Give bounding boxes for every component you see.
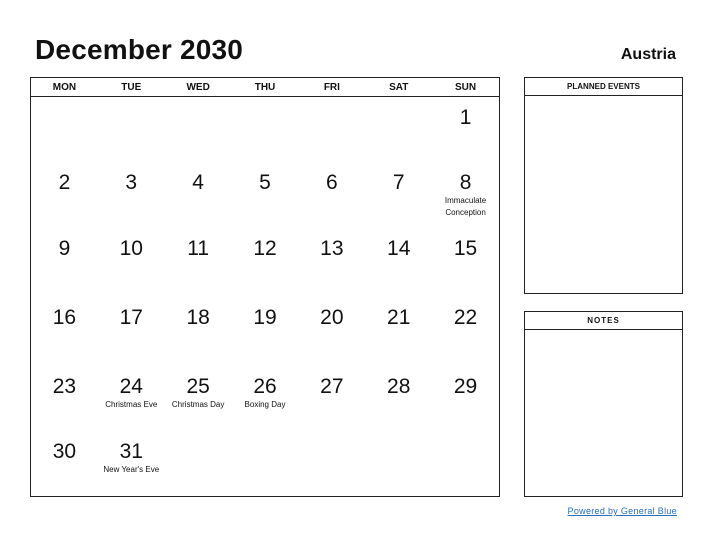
weekday-fri: FRI: [323, 82, 340, 93]
day-number: 12: [253, 237, 277, 260]
weekday-thu: THU: [254, 82, 276, 93]
day-cell: [232, 431, 299, 486]
day-number: 14: [387, 237, 411, 260]
notes-title: NOTES: [525, 312, 682, 330]
day-number: 9: [58, 237, 71, 260]
page-title: December 2030: [35, 34, 244, 65]
day-cell: [432, 228, 499, 297]
day-number: 26: [253, 375, 277, 398]
day-cell: [298, 162, 365, 228]
holiday-label: New Year's Eve: [103, 465, 160, 474]
day-cell: [298, 228, 365, 297]
day-cell: [365, 162, 432, 228]
day-cell: [365, 366, 432, 431]
day-number: 18: [186, 306, 210, 329]
day-cell: [232, 162, 299, 228]
day-cell: [98, 366, 165, 431]
day-cell: [298, 431, 365, 486]
day-number: 24: [119, 375, 143, 398]
day-cell: [232, 97, 299, 162]
weekday-mon: MON: [52, 82, 77, 93]
day-cell: [98, 228, 165, 297]
day-cell: [365, 228, 432, 297]
day-cell: [232, 297, 299, 366]
day-cell: [298, 297, 365, 366]
calendar-grid: [30, 77, 500, 497]
day-number: 1: [459, 106, 472, 129]
day-number: 19: [253, 306, 277, 329]
day-number: 5: [259, 171, 271, 194]
day-cell: [165, 228, 232, 297]
day-number: 30: [52, 440, 77, 463]
day-cell: [98, 297, 165, 366]
day-number: 20: [320, 306, 344, 329]
notes-panel: [524, 311, 683, 497]
weekday-sun: SUN: [455, 82, 477, 93]
day-cell: [31, 162, 98, 228]
weekday-sat: SAT: [389, 82, 409, 93]
day-cell: [298, 97, 365, 162]
weekday-wed: WED: [186, 82, 210, 93]
day-number: 15: [453, 237, 478, 260]
day-number: 6: [326, 171, 338, 194]
day-number: 16: [52, 306, 77, 329]
day-cell: [98, 431, 165, 486]
day-number: 27: [320, 375, 344, 398]
day-number: 7: [392, 171, 405, 194]
day-cell: [98, 162, 165, 228]
day-cell: [31, 297, 98, 366]
holiday-label: Christmas Day: [171, 400, 225, 409]
day-cell: [298, 366, 365, 431]
day-number: 11: [187, 237, 210, 260]
day-number: 2: [58, 171, 71, 194]
day-cell: [165, 97, 232, 162]
day-cell: [365, 297, 432, 366]
day-number: 13: [320, 237, 344, 260]
day-number: 17: [119, 306, 143, 329]
day-number: 23: [52, 375, 77, 398]
country-label: Austria: [620, 46, 676, 63]
day-cell: [432, 297, 499, 366]
day-cell: [31, 431, 98, 486]
day-cell: [365, 97, 432, 162]
day-cell: [31, 366, 98, 431]
day-cell: [31, 228, 98, 297]
day-number: 10: [119, 237, 143, 260]
holiday-label: Immaculate Conception: [444, 196, 487, 217]
weekday-header: [31, 78, 499, 97]
day-cell: [165, 297, 232, 366]
day-cell: [432, 366, 499, 431]
weekday-tue: TUE: [121, 82, 142, 93]
day-number: 25: [186, 375, 210, 398]
day-cell: [165, 431, 232, 486]
powered-by-link[interactable]: Powered by General Blue: [567, 506, 677, 516]
holiday-label: Boxing Day: [244, 400, 286, 409]
day-cell: [165, 366, 232, 431]
planned-events-panel: [524, 77, 683, 294]
day-cell: [165, 162, 232, 228]
day-number: 8: [459, 171, 472, 194]
day-cell: [232, 228, 299, 297]
day-cell: [31, 97, 98, 162]
day-cell: [98, 97, 165, 162]
day-number: 22: [453, 306, 478, 329]
day-cell: [365, 431, 432, 486]
planned-events-title: PLANNED EVENTS: [525, 78, 682, 96]
day-cell: [232, 366, 299, 431]
day-number: 3: [125, 171, 138, 194]
day-number: 31: [119, 440, 143, 463]
day-number: 29: [453, 375, 478, 398]
day-number: 28: [387, 375, 411, 398]
holiday-label: Christmas Eve: [105, 400, 158, 409]
day-cell: [432, 97, 499, 162]
day-cell: [432, 162, 499, 228]
calendar-days: [31, 97, 499, 486]
day-number: 21: [387, 306, 411, 329]
day-number: 4: [192, 171, 204, 194]
day-cell: [432, 431, 499, 486]
